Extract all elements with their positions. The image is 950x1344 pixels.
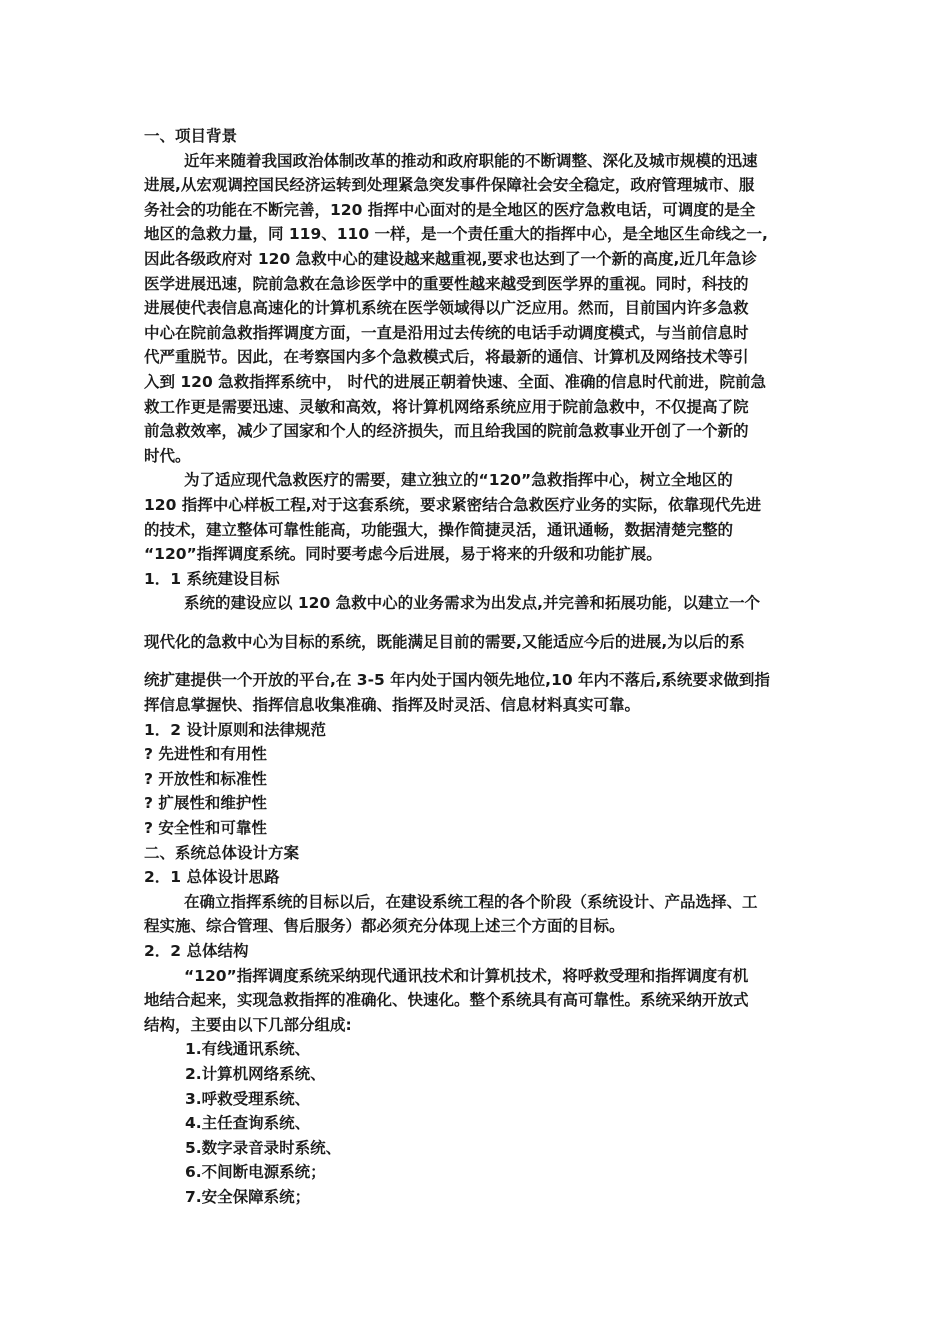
- list-item: 4.主任查询系统、: [185, 1114, 311, 1133]
- paragraph-background: [144, 149, 809, 469]
- list-item: 5.数字录音录时系统、: [185, 1138, 342, 1157]
- list-item: ? 安全性和可靠性: [144, 819, 267, 838]
- text-line: 挥信息掌握快、指挥信息收集准确、指挥及时灵活、信息材料真实可靠。: [144, 696, 641, 715]
- text-line: 医学进展迅速，院前急救在急诊医学中的重要性越来越受到医学界的重视。同时，科技的: [144, 274, 749, 293]
- text-line: 务社会的功能在不断完善，120 指挥中心面对的是全地区的医疗急救电话，可调度的是全: [144, 200, 756, 219]
- list-item: 2.计算机网络系统、: [185, 1064, 326, 1083]
- subsection-title-principles: 1．2 设计原则和法律规范: [144, 720, 326, 739]
- list-item: 1.有线通讯系统、: [185, 1040, 311, 1059]
- section-title-design: 二、系统总体设计方案: [144, 843, 300, 862]
- text-line: 入到 120 急救指挥系统中， 时代的进展正朝着快速、全面、准确的信息时代前进，院前急: [144, 372, 767, 391]
- paragraph-approach: [144, 890, 809, 939]
- list-item: ? 开放性和标准性: [144, 769, 267, 788]
- text-line: “120”指挥调度系统。同时要考虑今后进展，易于将来的升级和功能扩展。: [144, 545, 662, 564]
- text-line: 进展,从宏观调控国民经济运转到处理紧急突发事件保障社会安全稳定，政府管理城市、服: [144, 176, 755, 195]
- list-item: 7.安全保障系统；: [185, 1187, 311, 1206]
- text-line: 地区的急救力量，同 119、110 一样，是一个责任重大的指挥中心，是全地区生命线之一,: [144, 225, 768, 244]
- text-line: 救工作更是需要迅速、灵敏和高效，将计算机网络系统应用于院前急救中，不仅提高了院: [144, 397, 749, 416]
- text-line: 现代化的急救中心为目标的系统，既能满足目前的需要,又能适应今后的进展,为以后的系: [144, 632, 745, 651]
- list-item: ? 扩展性和维护性: [144, 794, 267, 813]
- text-line: 结构，主要由以下几部分组成:: [144, 1015, 352, 1034]
- list-item: 3.呼救受理系统、: [185, 1089, 311, 1108]
- text-line: 120 指挥中心样板工程,对于这套系统，要求紧密结合急救医疗业务的实际，依靠现代先进: [144, 495, 762, 514]
- list-item: ? 先进性和有用性: [144, 745, 267, 764]
- subsection-title-goals: 1．1 系统建设目标: [144, 569, 280, 588]
- text-line: 地结合起来，实现急救指挥的准确化、快速化。整个系统具有高可靠性。系统采纳开放式: [144, 991, 749, 1010]
- text-line: 的技术，建立整体可靠性能高，功能强大，操作简捷灵活，通讯通畅，数据清楚完整的: [144, 520, 734, 539]
- text-line: 在确立指挥系统的目标以后，在建设系统工程的各个阶段（系统设计、产品选择、工: [184, 892, 758, 911]
- paragraph-goals: [144, 591, 809, 717]
- text-line: 系统的建设应以 120 急救中心的业务需求为出发点,并完善和拓展功能，以建立一个: [184, 594, 761, 613]
- paragraph-structure: [144, 964, 809, 1038]
- subsection-title-approach: 2．1 总体设计思路: [144, 868, 280, 887]
- text-line: 时代。: [144, 446, 191, 465]
- text-line: 前急救效率，减少了国家和个人的经济损失，而且给我国的院前急救事业开创了一个新的: [144, 422, 749, 441]
- text-line: 程实施、综合管理、售后服务）都必须充分体现上述三个方面的目标。: [144, 917, 625, 936]
- text-line: 因此各级政府对 120 急救中心的建设越来越重视,要求也达到了一个新的高度,近几年急诊: [144, 249, 757, 268]
- text-line: 近年来随着我国政治体制改革的推动和政府职能的不断调整、深化及城市规模的迅速: [184, 151, 758, 170]
- text-line: 代严重脱节。因此，在考察国内多个急救模式后，将最新的通信、计算机及网络技术等引: [144, 348, 749, 367]
- list-item: 6.不间断电源系统；: [185, 1163, 326, 1182]
- components-list: [144, 1037, 809, 1209]
- document-page: [144, 124, 809, 1210]
- text-line: 进展使代表信息高速化的计算机系统在医学领域得以广泛应用。然而，目前国内许多急救: [144, 299, 749, 318]
- section-title-background: 一、项目背景: [144, 127, 238, 145]
- principles-list: [144, 742, 809, 840]
- paragraph-requirements: [144, 468, 809, 566]
- text-line: 为了适应现代急救医疗的需要，建立独立的“120”急救指挥中心，树立全地区的: [184, 471, 733, 490]
- subsection-title-structure: 2．2 总体结构: [144, 942, 249, 960]
- text-line: 中心在院前急救指挥调度方面，一直是沿用过去传统的电话手动调度模式，与当前信息时: [144, 323, 749, 342]
- text-line: 统扩建提供一个开放的平台,在 3-5 年内处于国内领先地位,10 年内不落后,系统要求做到指: [144, 671, 770, 690]
- text-line: “120”指挥调度系统采纳现代通讯技术和计算机技术，将呼救受理和指挥调度有机: [184, 966, 749, 985]
